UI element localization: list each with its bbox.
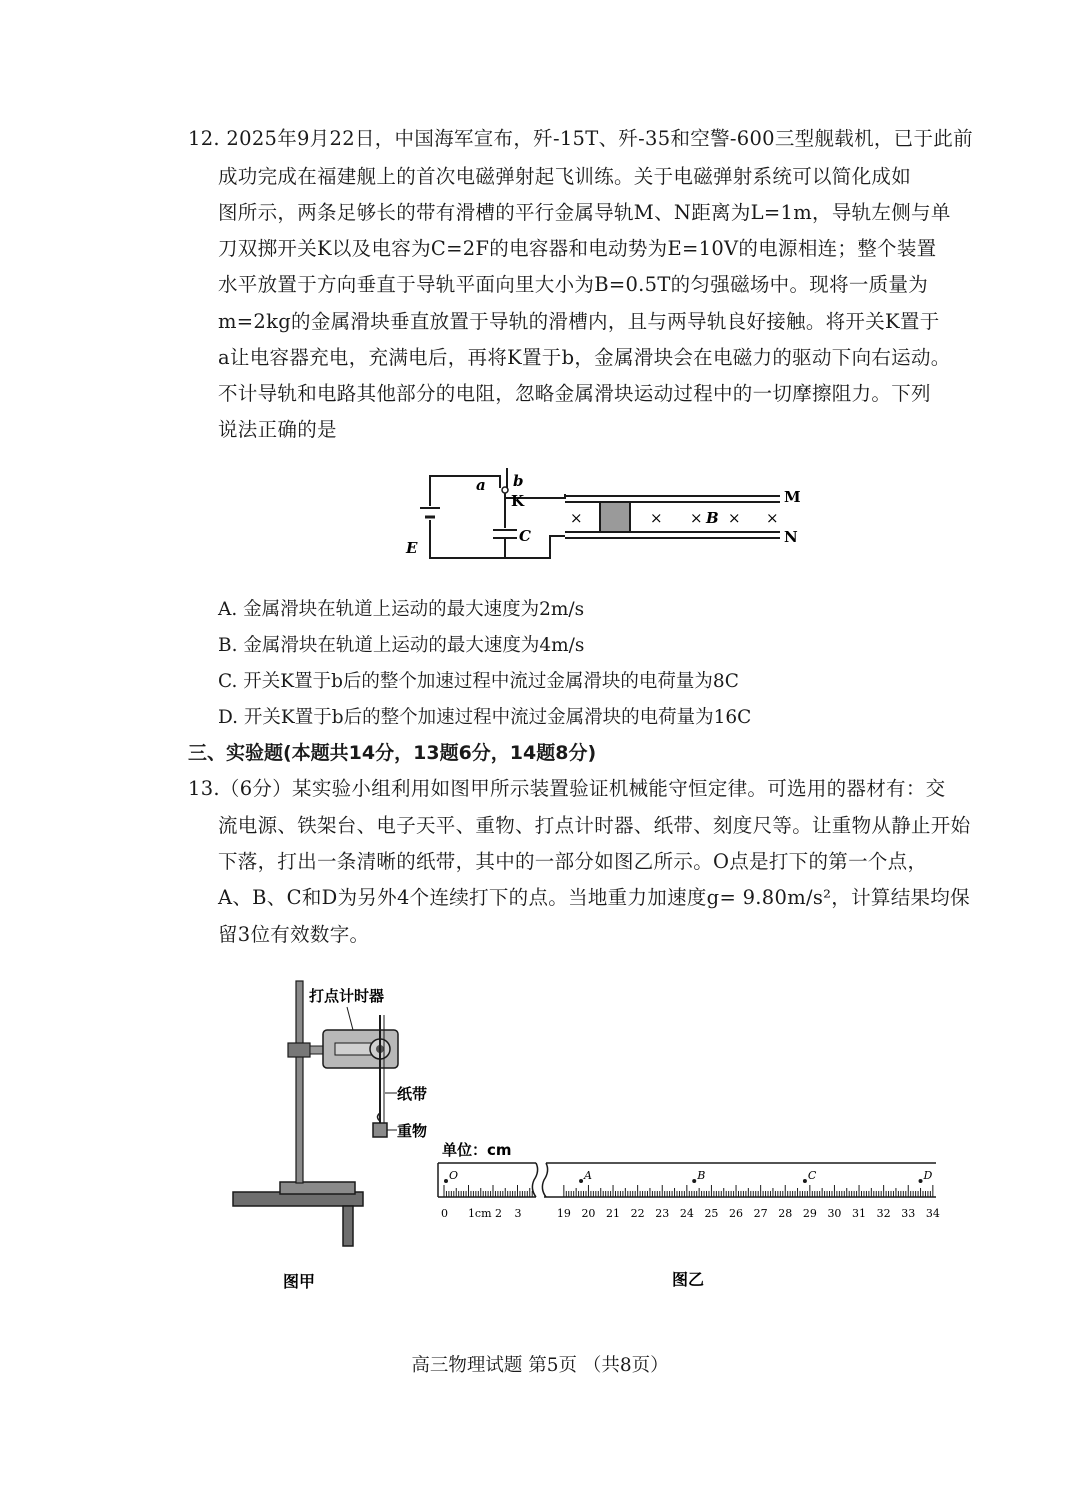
- tape-label: 纸带: [397, 1085, 428, 1103]
- q12-line-4: 刀双掷开关K以及电容为C=2F的电容器和电动势为E=10V的电源相连；整个装置: [218, 237, 937, 260]
- timer-label: 打点计时器: [309, 987, 385, 1005]
- ruler-label: 0: [441, 1207, 448, 1220]
- ruler-label: 24: [679, 1207, 694, 1220]
- tape-dot: [579, 1179, 583, 1183]
- metal-slider: [600, 502, 630, 532]
- figure-jia: [225, 975, 445, 1295]
- q12-line-3: 图所示，两条足够长的带有滑槽的平行金属导轨M、N距离为L=1m，导轨左侧与单: [218, 201, 951, 224]
- tape-point-o: [444, 1169, 458, 1183]
- ruler-label: 34: [925, 1207, 940, 1220]
- q13-line-5: 留3位有效数字。: [218, 923, 370, 946]
- tape-dot: [692, 1179, 696, 1183]
- ruler-label: 3: [514, 1207, 522, 1220]
- unit-label: 单位：cm: [442, 1141, 512, 1159]
- section-title: 三、实验题(本题共14分，13题6分，14题8分): [188, 742, 597, 764]
- ruler-label: 1cm 2: [467, 1207, 503, 1220]
- q12-line-5: 水平放置于方向垂直于导轨平面向里大小为B=0.5T的匀强磁场中。现将一质量为: [218, 273, 929, 296]
- option-c: C. 开关K置于b后的整个加速过程中流过金属滑块的电荷量为8C: [218, 671, 739, 692]
- ruler-label: 30: [827, 1207, 842, 1220]
- field-cross-4: ×: [728, 509, 741, 527]
- ruler-label: 28: [778, 1207, 793, 1220]
- label-M: M: [784, 488, 801, 506]
- q13-line-3: 下落，打出一条清晰的纸带，其中的一部分如图乙所示。O点是打下的第一个点，: [218, 850, 928, 873]
- ruler-label: 22: [630, 1207, 645, 1220]
- tape-point-label: B: [697, 1169, 706, 1182]
- ruler-label: 27: [753, 1207, 768, 1220]
- q13-line-4: A、B、C和D为另外4个连续打下的点。当地重力加速度g= 9.80m/s²，计算结果均保: [218, 886, 970, 909]
- q12-line-1: 12. 2025年9月22日，中国海军宣布，歼-15T、歼-35和空警-600三型舰载机，已于此前: [188, 127, 973, 150]
- ruler-label: 20: [581, 1207, 596, 1220]
- caption-yi: 图乙: [672, 1270, 705, 1289]
- figure-yi: [436, 1135, 946, 1295]
- tape-point-c: [803, 1169, 817, 1183]
- field-cross-5: ×: [766, 509, 779, 527]
- tape-dot: [919, 1179, 923, 1183]
- ruler-label: 26: [729, 1207, 744, 1220]
- tape-point-a: [579, 1169, 592, 1183]
- ruler-labels: [441, 1207, 940, 1220]
- field-cross-2: ×: [650, 509, 663, 527]
- ruler-label: 32: [876, 1207, 891, 1220]
- weight-label: 重物: [397, 1122, 428, 1140]
- label-C: C: [519, 527, 531, 545]
- option-b: B. 金属滑块在轨道上运动的最大速度为4m/s: [218, 635, 585, 656]
- q13-line-1: 13.（6分）某实验小组利用如图甲所示装置验证机械能守恒定律。可选用的器材有：交: [188, 777, 946, 800]
- tape-point-label: C: [807, 1169, 817, 1182]
- ruler-label: 19: [556, 1207, 571, 1220]
- tape-point-label: D: [923, 1169, 933, 1182]
- page-footer: 高三物理试题 第5页 （共8页）: [411, 1355, 669, 1376]
- label-B: B: [706, 509, 719, 527]
- ruler-ticks: [438, 1185, 936, 1197]
- field-cross-3: ×: [690, 509, 703, 527]
- circuit-diagram: [400, 468, 820, 568]
- label-b: b: [513, 472, 524, 490]
- ruler-label: 21: [606, 1207, 621, 1220]
- ruler-label: 29: [802, 1207, 817, 1220]
- tape-dot: [444, 1179, 448, 1183]
- tape-dot: [803, 1179, 807, 1183]
- ruler-label: 33: [901, 1207, 916, 1220]
- tape-point-d: [919, 1169, 933, 1183]
- q12-line-6: m=2kg的金属滑块垂直放置于导轨的滑槽内，且与两导轨良好接触。将开关K置于: [218, 310, 940, 333]
- ruler-label: 25: [704, 1207, 719, 1220]
- field-cross-1: ×: [570, 509, 583, 527]
- q12-line-7: a让电容器充电，充满电后，再将K置于b，金属滑块会在电磁力的驱动下向右运动。: [218, 346, 951, 369]
- q13-line-2: 流电源、铁架台、电子天平、重物、打点计时器、纸带、刻度尺等。让重物从静止开始: [218, 814, 971, 837]
- option-d: D. 开关K置于b后的整个加速过程中流过金属滑块的电荷量为16C: [218, 707, 752, 728]
- q12-line-8: 不计导轨和电路其他部分的电阻，忽略金属滑块运动过程中的一切摩擦阻力。下列: [218, 382, 931, 405]
- option-a: A. 金属滑块在轨道上运动的最大速度为2m/s: [218, 599, 585, 620]
- label-a: a: [476, 476, 486, 494]
- tape-points: [444, 1169, 933, 1183]
- ruler-label: 31: [852, 1207, 867, 1220]
- tape-point-label: O: [449, 1169, 459, 1182]
- tape-point-label: A: [584, 1169, 593, 1182]
- q12-line-2: 成功完成在福建舰上的首次电磁弹射起飞训练。关于电磁弹射系统可以简化成如: [218, 165, 912, 188]
- label-N: N: [784, 528, 798, 546]
- label-K: K: [511, 492, 525, 510]
- q12-line-9: 说法正确的是: [218, 418, 337, 441]
- caption-jia: 图甲: [283, 1272, 316, 1291]
- label-E: E: [406, 539, 418, 557]
- tape-point-b: [692, 1169, 705, 1183]
- ruler-label: 23: [655, 1207, 670, 1220]
